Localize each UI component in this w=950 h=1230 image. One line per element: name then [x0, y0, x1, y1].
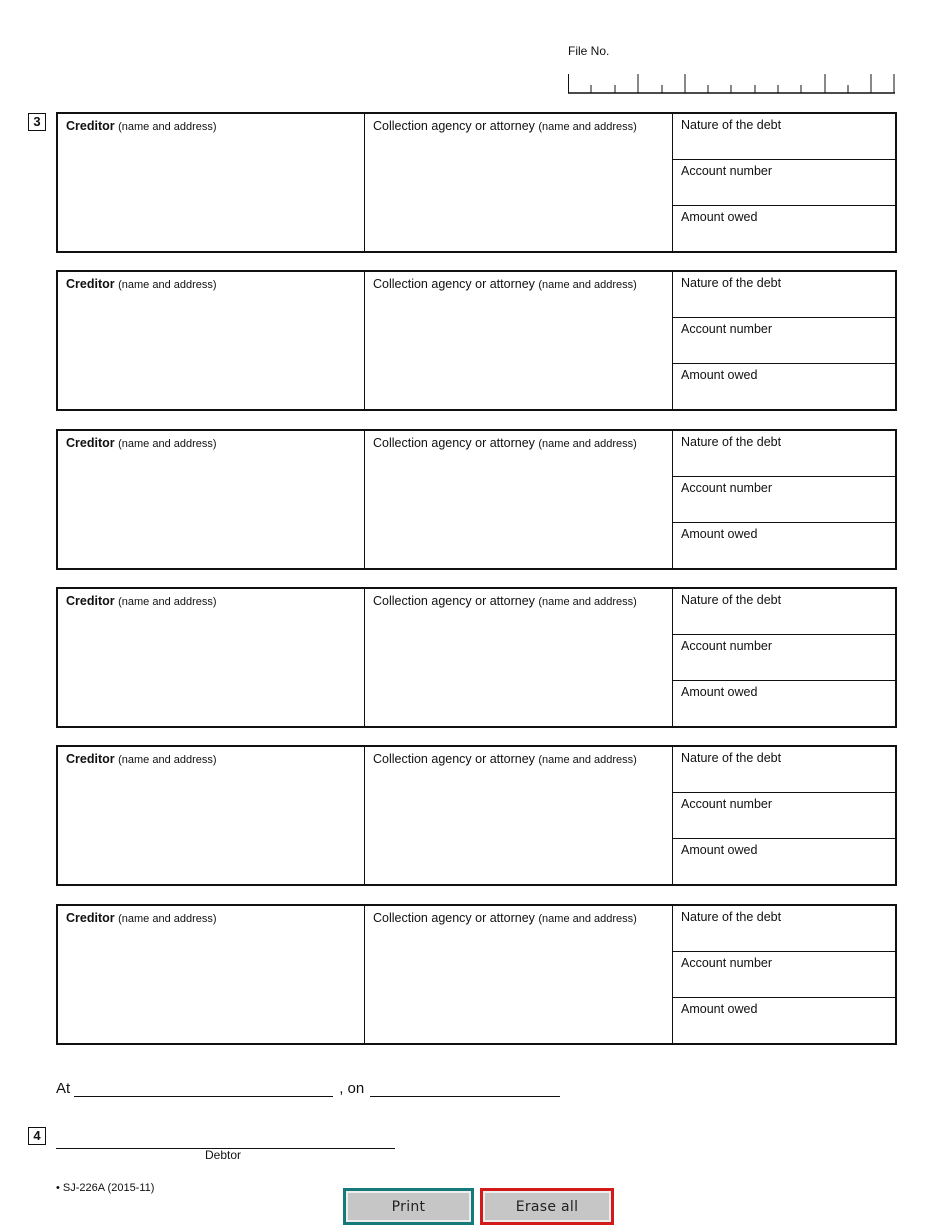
agency-cell[interactable]: [365, 906, 673, 1043]
agency-label: Collection agency or attorney: [373, 752, 535, 766]
nature-of-debt-field[interactable]: [673, 589, 895, 635]
on-label: , on: [339, 1080, 365, 1097]
agency-hint: (name and address): [538, 121, 637, 133]
creditor-hint: (name and address): [118, 596, 217, 608]
nature-of-debt-field[interactable]: [673, 272, 895, 318]
agency-label: Collection agency or attorney: [373, 436, 535, 450]
creditor-block: [56, 429, 897, 570]
account-label: Account number: [681, 481, 773, 495]
creditor-label: Creditor: [66, 752, 115, 766]
agency-input[interactable]: [373, 770, 668, 884]
creditor-cell[interactable]: [58, 747, 365, 884]
file-no-field[interactable]: [568, 74, 894, 92]
agency-cell[interactable]: [365, 431, 673, 568]
creditor-input[interactable]: [66, 612, 360, 726]
agency-label: Collection agency or attorney: [373, 119, 535, 133]
agency-hint: (name and address): [538, 438, 637, 450]
amount-owed-field[interactable]: [673, 523, 895, 568]
account-number-field[interactable]: [673, 952, 895, 998]
account-label: Account number: [681, 639, 773, 653]
agency-label: Collection agency or attorney: [373, 911, 535, 925]
creditor-label: Creditor: [66, 911, 115, 925]
nature-of-debt-field[interactable]: [673, 431, 895, 477]
agency-input[interactable]: [373, 929, 668, 1043]
nature-of-debt-field[interactable]: [673, 114, 895, 160]
account-number-field[interactable]: [673, 318, 895, 364]
agency-input[interactable]: [373, 137, 668, 251]
agency-cell[interactable]: [365, 272, 673, 409]
nature-of-debt-field[interactable]: [673, 747, 895, 793]
nature-label: Nature of the debt: [681, 118, 782, 132]
amount-owed-field[interactable]: [673, 681, 895, 726]
amount-label: Amount owed: [681, 685, 758, 699]
creditor-hint: (name and address): [118, 279, 217, 291]
amount-owed-field[interactable]: [673, 998, 895, 1043]
creditor-block: [56, 587, 897, 728]
account-number-field[interactable]: [673, 635, 895, 681]
creditor-cell[interactable]: [58, 589, 365, 726]
creditor-cell[interactable]: [58, 431, 365, 568]
creditor-block: [56, 745, 897, 886]
section-4-number: 4: [28, 1127, 46, 1145]
nature-label: Nature of the debt: [681, 276, 782, 290]
creditor-label: Creditor: [66, 594, 115, 608]
creditor-cell[interactable]: [58, 906, 365, 1043]
debtor-label: Debtor: [205, 1148, 242, 1162]
amount-label: Amount owed: [681, 210, 758, 224]
amount-owed-field[interactable]: [673, 364, 895, 409]
agency-input[interactable]: [373, 295, 668, 409]
nature-label: Nature of the debt: [681, 910, 782, 924]
nature-label: Nature of the debt: [681, 435, 782, 449]
creditor-hint: (name and address): [118, 121, 217, 133]
creditor-block: [56, 112, 897, 253]
account-number-field[interactable]: [673, 477, 895, 523]
creditor-input[interactable]: [66, 770, 360, 884]
creditor-cell[interactable]: [58, 114, 365, 251]
amount-label: Amount owed: [681, 527, 758, 541]
creditor-input[interactable]: [66, 454, 360, 568]
creditor-block: [56, 904, 897, 1045]
amount-label: Amount owed: [681, 368, 758, 382]
agency-hint: (name and address): [538, 279, 637, 291]
nature-label: Nature of the debt: [681, 751, 782, 765]
creditor-input[interactable]: [66, 295, 360, 409]
erase-all-button[interactable]: Erase all: [480, 1188, 614, 1225]
agency-hint: (name and address): [538, 913, 637, 925]
creditor-cell[interactable]: [58, 272, 365, 409]
agency-hint: (name and address): [538, 596, 637, 608]
agency-hint: (name and address): [538, 754, 637, 766]
amount-label: Amount owed: [681, 1002, 758, 1016]
section-3-number: 3: [28, 113, 46, 131]
creditor-hint: (name and address): [118, 913, 217, 925]
nature-label: Nature of the debt: [681, 593, 782, 607]
agency-cell[interactable]: [365, 747, 673, 884]
account-number-field[interactable]: [673, 793, 895, 839]
place-date-row: [56, 1076, 560, 1097]
creditor-hint: (name and address): [118, 438, 217, 450]
agency-cell[interactable]: [365, 589, 673, 726]
file-no-comb: [568, 74, 895, 94]
creditor-label: Creditor: [66, 119, 115, 133]
agency-label: Collection agency or attorney: [373, 277, 535, 291]
creditor-input[interactable]: [66, 929, 360, 1043]
agency-label: Collection agency or attorney: [373, 594, 535, 608]
account-label: Account number: [681, 956, 773, 970]
creditor-input[interactable]: [66, 137, 360, 251]
account-number-field[interactable]: [673, 160, 895, 206]
debtor-signature-field[interactable]: [56, 1128, 395, 1149]
agency-input[interactable]: [373, 612, 668, 726]
agency-cell[interactable]: [365, 114, 673, 251]
at-label: At: [56, 1080, 71, 1097]
account-label: Account number: [681, 322, 773, 336]
account-label: Account number: [681, 797, 773, 811]
amount-owed-field[interactable]: [673, 206, 895, 251]
account-label: Account number: [681, 164, 773, 178]
creditor-hint: (name and address): [118, 754, 217, 766]
place-input[interactable]: [74, 1076, 333, 1097]
creditor-block: [56, 270, 897, 411]
amount-owed-field[interactable]: [673, 839, 895, 884]
print-button[interactable]: Print: [343, 1188, 474, 1225]
amount-label: Amount owed: [681, 843, 758, 857]
file-no-label: File No.: [568, 44, 610, 58]
form-code: • SJ-226A (2015-11): [56, 1182, 155, 1194]
creditor-label: Creditor: [66, 436, 115, 450]
nature-of-debt-field[interactable]: [673, 906, 895, 952]
date-input[interactable]: [370, 1076, 560, 1097]
agency-input[interactable]: [373, 454, 668, 568]
creditor-label: Creditor: [66, 277, 115, 291]
